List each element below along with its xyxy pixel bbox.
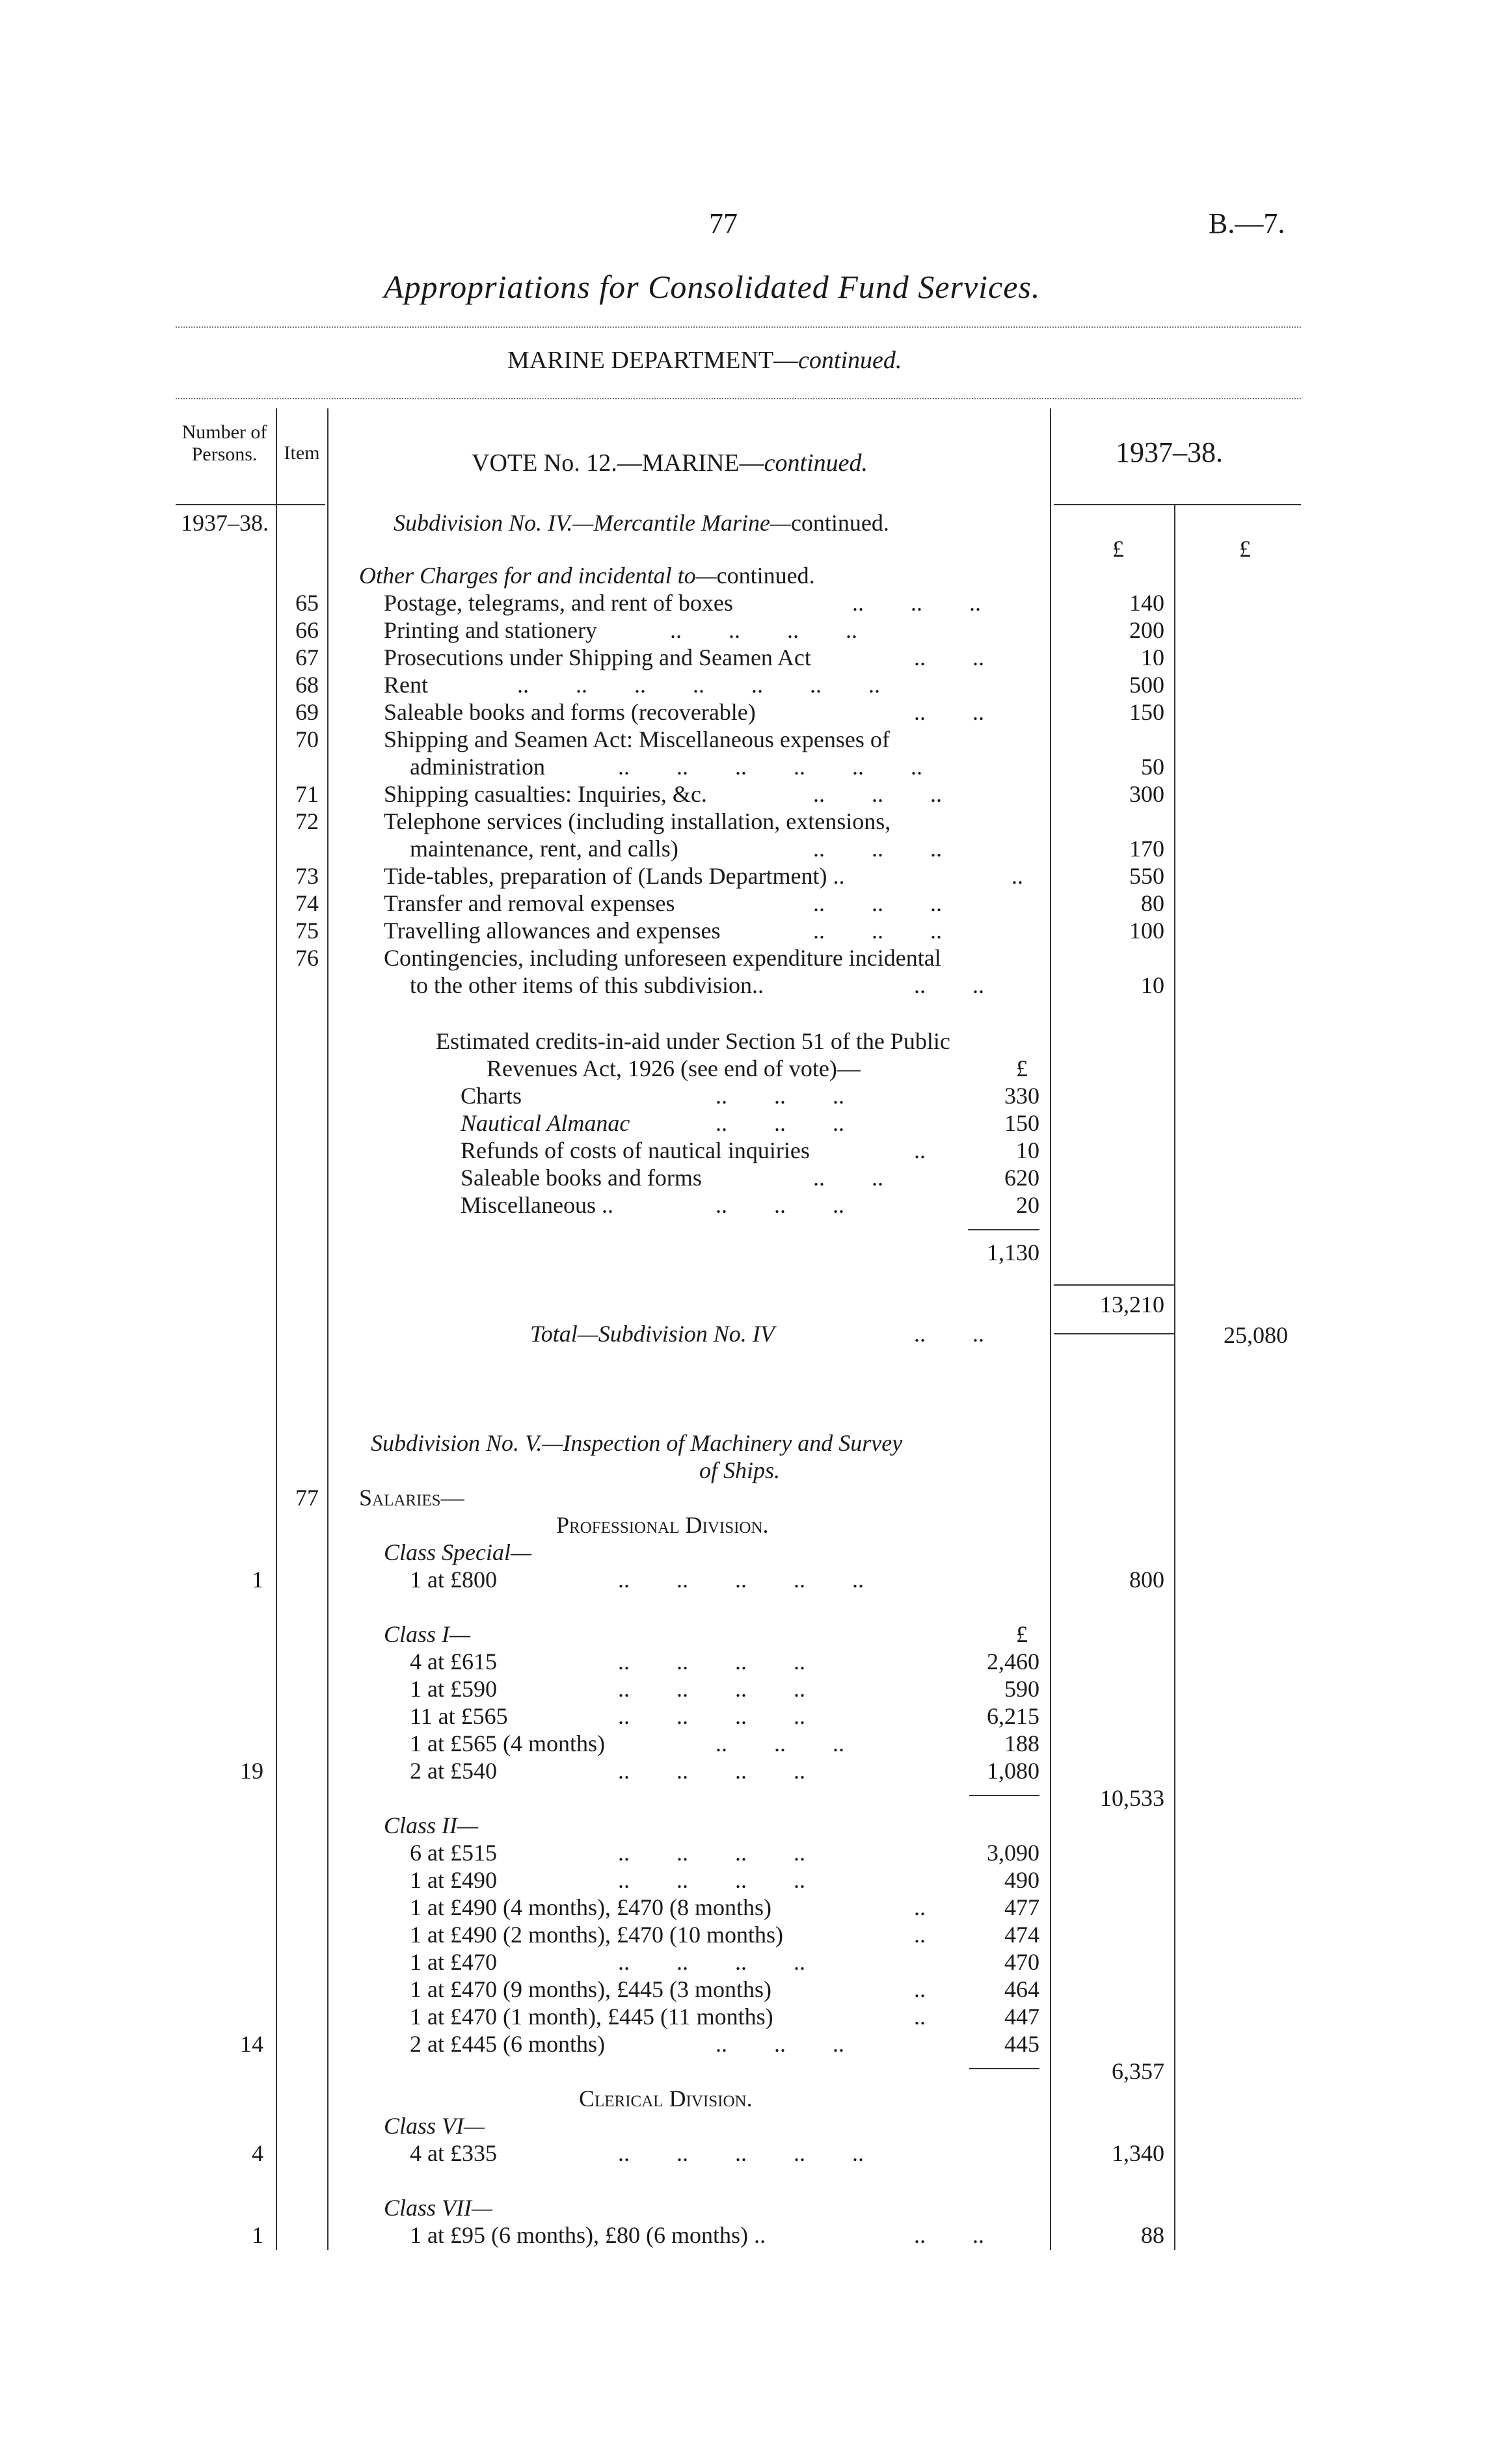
text-amount-separator	[1050, 408, 1051, 2250]
subtotal-rule-top	[1054, 1284, 1174, 1286]
persons-count: 19	[240, 1758, 263, 1784]
class-total: 800	[1129, 1567, 1164, 1593]
leader-dots: .. .. ..	[813, 836, 942, 862]
class-label: Class Special—	[384, 1539, 532, 1565]
item-description: Shipping casualties: Inquiries, &c.	[384, 781, 707, 807]
persons-count: 14	[240, 2031, 263, 2057]
item-number: 70	[295, 726, 319, 752]
subdivision-iv-subtotal: 13,210	[1100, 1292, 1164, 1318]
persons-count: 1	[252, 2222, 263, 2248]
subtotal-rule-bottom	[1054, 1333, 1174, 1334]
item-description: Printing and stationery	[384, 617, 597, 643]
item-amount: 500	[1129, 672, 1164, 698]
leader-dots: .. .. .. ..	[618, 1758, 805, 1784]
class-1-total-rule	[969, 1795, 1039, 1796]
item-description-continued: to the other items of this subdivision..	[410, 972, 764, 998]
item-number: 71	[295, 781, 319, 807]
leader-dots: .. .. ..	[716, 1730, 844, 1756]
item-text-separator	[327, 408, 328, 2250]
leader-dots: .. ..	[914, 2222, 984, 2248]
salary-amount: 2,460	[987, 1649, 1039, 1675]
credit-label: Charts	[461, 1083, 522, 1109]
item-amount: 150	[1129, 699, 1164, 725]
other-charges-continued: continued.	[716, 563, 815, 589]
amount-columns-separator	[1174, 504, 1175, 2250]
credits-total: 1,130	[987, 1239, 1039, 1265]
salary-row: 1 at £470	[410, 1949, 497, 1975]
title-rule	[176, 326, 1301, 328]
salary-amount: 474	[1004, 1922, 1039, 1948]
salary-row: 4 at £615	[410, 1649, 497, 1675]
class-label: Class VII—	[384, 2195, 493, 2221]
leader-dots: .. .. .. .. .. ..	[618, 754, 922, 780]
other-charges-heading	[359, 562, 815, 589]
leader-dots: .. .. .. ..	[618, 1867, 805, 1893]
page-number: 77	[709, 207, 738, 239]
item-number: 75	[295, 918, 319, 944]
item-description: Travelling allowances and expenses	[384, 918, 721, 944]
item-description: Prosecutions under Shipping and Seamen Act	[384, 644, 811, 670]
item-amount: 10	[1141, 972, 1164, 998]
pound-symbol-col2: £	[1239, 536, 1251, 562]
leader-dots: .. .. ..	[813, 918, 942, 944]
item-description: Saleable books and forms (recoverable)	[384, 699, 756, 725]
leader-dots: .. .. .. ..	[618, 1703, 805, 1729]
leader-dots: .. .. ..	[852, 590, 981, 616]
leader-dots: .. ..	[914, 972, 984, 998]
item-number: 67	[295, 644, 319, 670]
leader-dots: .. ..	[914, 699, 984, 725]
leader-dots: ..	[914, 1976, 926, 2002]
item-amount: 10	[1141, 644, 1164, 670]
leader-dots: .. .. ..	[716, 1192, 844, 1218]
clerical-division-heading: Clerical Division.	[579, 2086, 753, 2112]
credits-pound-symbol: £	[1016, 1055, 1028, 1081]
leader-dots: ..	[914, 1137, 926, 1163]
item-description-continued: administration	[410, 754, 545, 780]
salary-amount: 464	[1004, 1976, 1039, 2002]
leader-dots: .. .. .. .. .. .. ..	[517, 672, 880, 698]
persons-item-separator	[276, 408, 277, 2250]
header-bottom-rule-right	[1054, 504, 1301, 505]
item-amount: 200	[1129, 617, 1164, 643]
leader-dots: .. .. .. .. ..	[618, 2140, 864, 2166]
credits-intro-continued: Revenues Act, 1926 (see end of vote)—	[487, 1055, 861, 1081]
item-amount: 300	[1129, 781, 1164, 807]
item-amount: 100	[1129, 918, 1164, 944]
credit-amount: 150	[1004, 1110, 1039, 1136]
salary-row: 6 at £515	[410, 1840, 497, 1866]
salary-row: 1 at £95 (6 months), £80 (6 months) ..	[410, 2222, 766, 2248]
subdivision-iv-heading	[394, 509, 889, 537]
subdivision-v-heading-continued: of Ships.	[699, 1457, 781, 1483]
salary-row: 2 at £540	[410, 1758, 497, 1784]
leader-dots: .. .. .. ..	[618, 1949, 805, 1975]
leader-dots: .. .. .. ..	[670, 617, 857, 643]
item-description: Tide-tables, preparation of (Lands Department) ..	[384, 863, 845, 889]
class-label: Class VI—	[384, 2113, 485, 2139]
credit-amount: 10	[1016, 1137, 1039, 1163]
salary-row: 2 at £445 (6 months)	[410, 2031, 605, 2057]
leader-dots: .. .. ..	[813, 890, 942, 916]
class-total: 1,340	[1112, 2140, 1164, 2166]
salary-amount: 188	[1004, 1730, 1039, 1756]
salary-row: 1 at £565 (4 months)	[410, 1730, 605, 1756]
salaries-heading: Salaries—	[359, 1485, 464, 1511]
salary-row: 11 at £565	[410, 1703, 508, 1729]
vote-title: VOTE No. 12.—MARINE—	[472, 449, 764, 477]
salary-amount: 3,090	[987, 1840, 1039, 1866]
leader-dots: .. .. .. .. ..	[618, 1567, 864, 1593]
item-number: 73	[295, 863, 319, 889]
department-continued: continued.	[798, 347, 902, 374]
salary-row: 4 at £335	[410, 2140, 497, 2166]
salary-row: 1 at £490	[410, 1867, 497, 1893]
item-number: 77	[295, 1485, 319, 1511]
column-header-item: Item	[284, 442, 320, 464]
salary-amount: 447	[1004, 2004, 1039, 2030]
leader-dots: .. ..	[914, 644, 984, 670]
salary-amount: 470	[1004, 1949, 1039, 1975]
salary-row: 1 at £490 (2 months), £470 (10 months)	[410, 1922, 783, 1948]
item-description-continued: maintenance, rent, and calls)	[410, 836, 678, 862]
leader-dots: ..	[914, 1894, 926, 1920]
item-description: Telephone services (including installation, extensions,	[384, 808, 891, 834]
class-label: Class II—	[384, 1812, 479, 1838]
leader-dots: .. .. .. ..	[618, 1676, 805, 1702]
leader-dots: ..	[914, 1922, 926, 1948]
item-number: 76	[295, 945, 319, 971]
leader-dots: .. .. ..	[716, 1083, 844, 1109]
leader-dots: .. ..	[914, 1321, 984, 1347]
class-2-total-rule	[969, 2068, 1039, 2069]
item-number: 74	[295, 890, 319, 916]
subdivision-iv-title: Subdivision No. IV.—Mercantile Marine—	[394, 510, 791, 536]
credit-label: Refunds of costs of nautical inquiries	[461, 1137, 810, 1163]
item-number: 72	[295, 808, 319, 834]
leader-dots: .. .. .. ..	[618, 1840, 805, 1866]
item-number: 69	[295, 699, 319, 725]
salary-amount: 6,215	[987, 1703, 1039, 1729]
item-description: Postage, telegrams, and rent of boxes	[384, 590, 733, 616]
credits-intro: Estimated credits-in-aid under Section 51 of the Public	[436, 1028, 950, 1054]
leader-dots: .. ..	[813, 1165, 883, 1191]
subdivision-iv-total: 25,080	[1224, 1322, 1288, 1348]
item-amount: 80	[1141, 890, 1164, 916]
column-header-year: 1937–38.	[1116, 436, 1223, 468]
pound-symbol-col1: £	[1112, 536, 1124, 562]
salary-row: 1 at £490 (4 months), £470 (8 months)	[410, 1894, 771, 1920]
item-description: Rent	[384, 672, 428, 698]
vote-continued: continued.	[764, 449, 868, 477]
class-pound-symbol: £	[1016, 1621, 1028, 1647]
class-total: 88	[1141, 2222, 1164, 2248]
department-rule	[176, 398, 1301, 399]
item-description: Shipping and Seamen Act: Miscellaneous expenses of	[384, 726, 890, 752]
item-description: Contingencies, including unforeseen expenditure incidental	[384, 945, 941, 971]
salary-amount: 477	[1004, 1894, 1039, 1920]
salary-amount: 490	[1004, 1867, 1039, 1893]
leader-dots: ..	[914, 2004, 926, 2030]
subdivision-iv-continued: continued.	[790, 510, 889, 536]
credit-label: Saleable books and forms	[461, 1165, 702, 1191]
vote-heading	[472, 449, 868, 477]
leader-dots: .. .. ..	[716, 2031, 844, 2057]
salary-row: 1 at £590	[410, 1676, 497, 1702]
item-description: Transfer and removal expenses	[384, 890, 675, 916]
professional-division-heading: Professional Division.	[556, 1512, 769, 1538]
column-header-persons: Number of Persons.	[181, 421, 267, 465]
salary-row: 1 at £800	[410, 1567, 497, 1593]
item-amount: 170	[1129, 836, 1164, 862]
salary-amount: 445	[1004, 2031, 1039, 2057]
leader-dots: .. .. .. ..	[618, 1649, 805, 1675]
item-number: 66	[295, 617, 319, 643]
subdivision-iv-total-label: Total—Subdivision No. IV	[530, 1321, 775, 1347]
class-total: 10,533	[1100, 1785, 1164, 1811]
document-reference: B.—7.	[1209, 207, 1285, 239]
department-heading	[507, 346, 902, 375]
credit-label: Miscellaneous ..	[461, 1192, 613, 1218]
year-label: 1937–38.	[181, 510, 269, 536]
item-amount: 50	[1141, 754, 1164, 780]
credit-amount: 20	[1016, 1192, 1039, 1218]
persons-count: 1	[252, 1567, 263, 1593]
persons-count: 4	[252, 2140, 263, 2166]
class-total: 6,357	[1112, 2058, 1164, 2084]
item-amount: 550	[1129, 863, 1164, 889]
salary-row: 1 at £470 (1 month), £445 (11 months)	[410, 2004, 773, 2030]
leader-dots: .. .. ..	[716, 1110, 844, 1136]
item-number: 65	[295, 590, 319, 616]
header-bottom-rule-left	[176, 504, 325, 505]
salary-row: 1 at £470 (9 months), £445 (3 months)	[410, 1976, 771, 2002]
leader-dots: ..	[1011, 863, 1023, 889]
subdivision-v-heading: Subdivision No. V.—Inspection of Machinery and Survey	[371, 1430, 903, 1456]
credit-amount: 330	[1004, 1083, 1039, 1109]
other-charges-title: Other Charges for and incidental to—	[359, 563, 717, 589]
credit-label: Nautical Almanac	[461, 1110, 630, 1136]
credit-amount: 620	[1004, 1165, 1039, 1191]
salary-amount: 590	[1004, 1676, 1039, 1702]
class-label: Class I—	[384, 1621, 471, 1647]
page-title: Appropriations for Consolidated Fund Services.	[384, 269, 1041, 305]
salary-amount: 1,080	[987, 1758, 1039, 1784]
credits-total-rule	[968, 1229, 1039, 1230]
item-amount: 140	[1129, 590, 1164, 616]
department-name: MARINE DEPARTMENT—	[507, 347, 799, 374]
item-number: 68	[295, 672, 319, 698]
leader-dots: .. .. ..	[813, 781, 942, 807]
